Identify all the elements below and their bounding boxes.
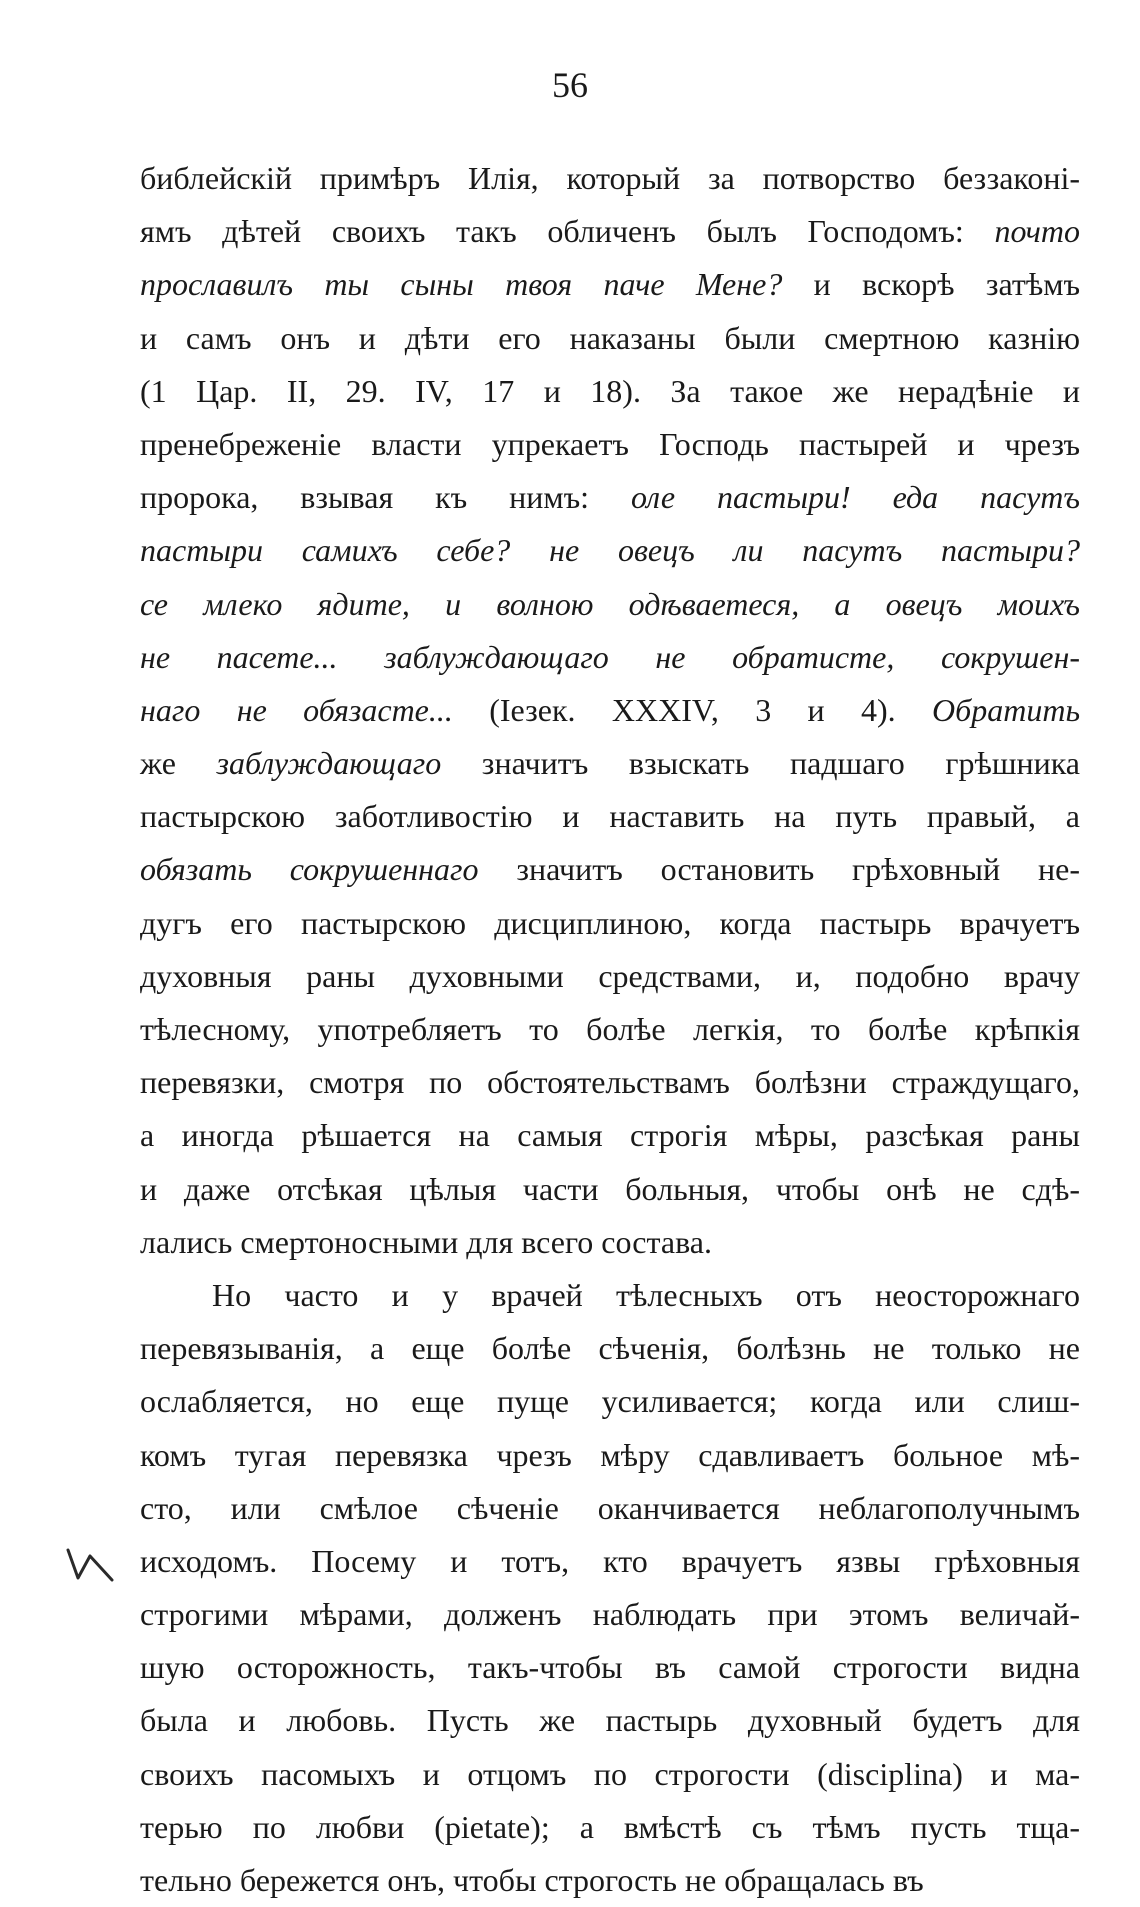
text-line (140, 950, 1080, 1003)
body-text (140, 152, 1080, 1907)
text-line (140, 578, 1080, 631)
handwritten-margin-mark (64, 1544, 116, 1584)
text-line (140, 1641, 1080, 1694)
text-segment: перевязыванія, а еще болѣе сѣченія, болѣзнь не только не (140, 1330, 1080, 1367)
text-line (140, 1482, 1080, 1535)
text-line (140, 897, 1080, 950)
text-segment: библейскій примѣръ Илія, который за потворство беззако (140, 160, 1044, 196)
text-line (140, 205, 1080, 258)
text-segment: духовныя раны духовными средствами, и, подобно врачу (140, 957, 1080, 994)
text-line (140, 1056, 1080, 1109)
paragraph (140, 1269, 1080, 1907)
text-segment: комъ тугая перевязка чрезъ мѣру сдавливаетъ больное мѣ- (140, 1436, 1080, 1473)
text-segment: и даже отсѣкая цѣлыя части больныя, чтобы онѣ не сдѣ- (140, 1170, 1080, 1207)
text-line (140, 1375, 1080, 1428)
italic-quote: обязать сокрушеннаго (140, 851, 479, 888)
text-segment: была и любовь. Пусть же пастырь духовный будетъ для (140, 1702, 1080, 1739)
italic-quote: не пасете... заблуждающаго не обратисте, сокрушен- (140, 638, 1080, 675)
italic-quote: Обратить (932, 691, 1081, 728)
italic-quote: оле пастыри! еда пасутъ (630, 479, 1081, 516)
text-line (140, 684, 1080, 737)
text-line (140, 258, 1080, 311)
italic-quote: се млеко ядите, и волною одѣваетеся, а овецъ моихъ (140, 585, 1080, 622)
text-line (140, 1694, 1080, 1747)
text-segment: лались смертоносными для всего состава. (140, 1223, 712, 1260)
text-segment: а иногда рѣшается на самыя строгія мѣры, разсѣкая раны (140, 1117, 1080, 1154)
text-segment: пренебреженіе власти упрекаетъ Господь пастырей и чрезъ (140, 425, 1080, 462)
italic-quote: наго не обязасте... (140, 691, 453, 728)
text-line (140, 1003, 1080, 1056)
text-segment: (1 Цар. II, 29. IV, 17 и 18). За такое же нерадѣніе и (140, 372, 1080, 409)
text-segment: Но часто и у врачей тѣлесныхъ отъ неосторожнаго (212, 1276, 1080, 1313)
text-line (140, 1748, 1080, 1801)
text-segment: ослабляется, но еще пуще усиливается; когда или слиш- (140, 1383, 1080, 1420)
text-segment: исходомъ. Посему и тотъ, кто врачуетъ язвы грѣховныя (140, 1542, 1080, 1579)
text-line (140, 152, 1080, 205)
text-line (140, 418, 1080, 471)
text-segment: сто, или смѣлое сѣченіе оканчивается неблагополучнымъ (140, 1489, 1080, 1526)
text-line (140, 312, 1080, 365)
text-line (140, 1109, 1080, 1162)
text-segment: перевязки, смотря по обстоятельствамъ болѣзни страждущаго, (140, 1064, 1080, 1101)
text-line (140, 1216, 1080, 1269)
text-segment: тѣлесному, употребляетъ то болѣе легкія, то болѣе крѣпкія (140, 1011, 1080, 1047)
text-line (140, 1163, 1080, 1216)
text-line (140, 365, 1080, 418)
text-segment: значитъ остановить грѣховный не- (478, 851, 1081, 888)
text-segment: пророка, взывая къ нимъ: (140, 479, 631, 516)
text-line (140, 1854, 1080, 1907)
text-line (140, 1269, 1080, 1322)
text-segment: дугъ его пастырскою дисциплиною, когда пастырь врачуетъ (140, 904, 1080, 941)
text-segment: значитъ взыскать падшаго грѣшника (441, 745, 1081, 782)
text-line (140, 1322, 1080, 1375)
italic-quote: почто (994, 213, 1080, 250)
text-segment: пастырскою заботливостію и наставить на путь правый, а (140, 798, 1080, 835)
text-line (140, 1429, 1080, 1482)
text-line (140, 1535, 1080, 1588)
text-segment: своихъ пасомыхъ и отцомъ по строгости (disciplina) и ма- (140, 1755, 1080, 1792)
text-segment: же (140, 745, 217, 782)
italic-quote: заблуждающаго (216, 745, 442, 782)
text-segment: тельно бережется онъ, чтобы строгость не обращалась въ (140, 1862, 924, 1898)
text-segment: и вскорѣ затѣмъ (782, 266, 1081, 303)
italic-quote: пастыри самихъ себе? не овецъ ли пасутъ пастыри? (140, 532, 1080, 569)
text-segment: ямъ дѣтей своихъ такъ обличенъ былъ Господомъ: (140, 213, 995, 250)
paragraph (140, 152, 1080, 1269)
text-segment: шую осторожность, такъ-чтобы въ самой строгости видна (140, 1649, 1080, 1686)
text-line (140, 737, 1080, 790)
text-segment: ні- (1043, 160, 1080, 196)
page-number: 56 (552, 65, 588, 105)
text-line (140, 790, 1080, 843)
text-segment: и самъ онъ и дѣти его наказаны были смертною казнію (140, 319, 1080, 356)
text-line (140, 471, 1080, 524)
text-line (140, 843, 1080, 896)
text-segment: строгими мѣрами, долженъ наблюдать при этомъ величай- (140, 1596, 1080, 1633)
text-segment: терью по любви (pietate); а вмѣстѣ съ тѣмъ пусть тща- (140, 1808, 1080, 1845)
text-line (140, 631, 1080, 684)
italic-quote: прославилъ ты сыны твоя паче Мене? (140, 266, 783, 303)
text-line (140, 1801, 1080, 1854)
text-line (140, 1588, 1080, 1641)
text-line (140, 524, 1080, 577)
text-segment: (Іезек. XXXIV, 3 и 4). (452, 691, 933, 728)
